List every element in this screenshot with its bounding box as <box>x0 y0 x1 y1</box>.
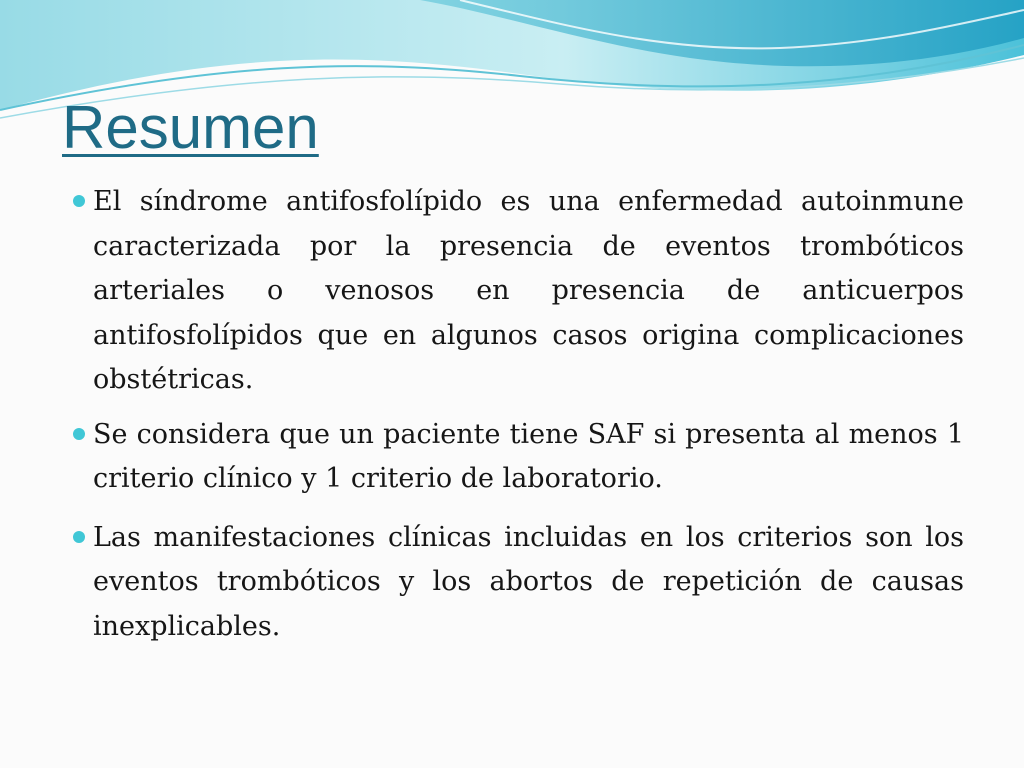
bullet-text: Las manifestaciones clínicas incluidas en los criterios son los eventos trombóticos y los abortos de repetición de causas inexplicables. <box>93 521 964 642</box>
list-item <box>62 413 964 502</box>
bullet-text: Se considera que un paciente tiene SAF si presenta al menos 1 criterio clínico y 1 criterio de laboratorio. <box>93 418 964 494</box>
round-bullet-icon <box>73 195 85 207</box>
bullet-list <box>62 180 964 659</box>
list-item <box>62 516 964 650</box>
round-bullet-icon <box>73 428 85 440</box>
bullet-text: El síndrome antifosfolípido es una enfermedad autoinmune caracterizada por la presencia de eventos trombóticos arteriales o venosos en presencia de anticuerpos antifosfolípidos que en algunos casos origina complicaciones obstétricas. <box>93 186 964 395</box>
page-title: Resumen <box>62 94 319 161</box>
round-bullet-icon <box>73 531 85 543</box>
list-item <box>62 180 964 403</box>
